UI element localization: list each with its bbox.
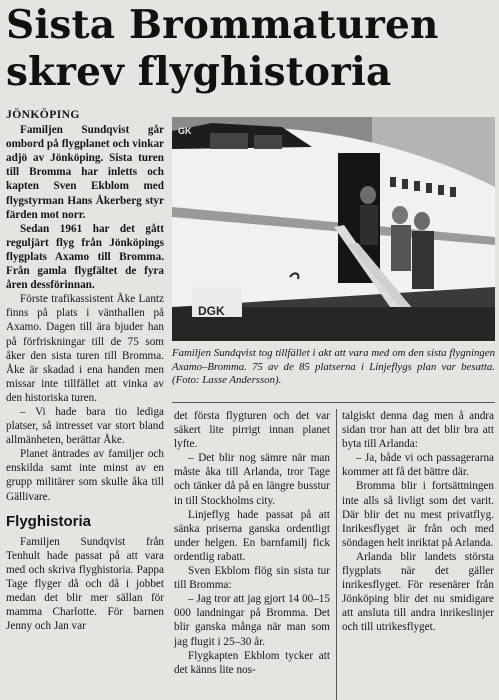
- body-paragraph: det första flygturen och det var säkert lite pirrigt innan planet lyfte.: [174, 410, 330, 451]
- column-rule: [336, 409, 337, 700]
- body-paragraph: Bromma blir i fortsättningen inte alls så livligt som det varit. Där blir det nu mest privatflyg. Inrikesflyget är från och med söndagen helt inriktat på Arlanda.: [342, 480, 494, 549]
- nose-code: GK: [178, 126, 192, 136]
- photo-caption: Familjen Sundqvist tog tillfället i akt att vara med om den sista flygningen Axamo–Bromma. 75 av de 85 platserna i Linjeflygs plan var besatta. (Foto: Lasse Andersson).: [172, 347, 495, 387]
- article-column-1: [6, 108, 164, 633]
- body-paragraph: – Det blir nog sämre när man måste åka till Arlanda, tror Tage och tänker då på en längre busstur in till Stockholms city.: [174, 452, 330, 507]
- article-column-3: [342, 409, 494, 635]
- airplane-illustration: [172, 117, 495, 341]
- lead-paragraph: Familjen Sundqvist går ombord på flygplanet och vinkar adjö av Jönköping. Sista turen till Bromma har inletts och kapten Sven Ekblom med flygstyrman Hans Åkerberg styr färden mot norr.: [6, 124, 164, 221]
- subheading: Flyghistoria: [6, 512, 92, 530]
- body-paragraph: talgiskt denna dag men å andra sidan tror han att det blir bra att byta till Arlanda:: [342, 410, 494, 451]
- caption-rule: [172, 402, 495, 403]
- article-column-2: [174, 409, 330, 677]
- tail-code: DGK: [198, 304, 225, 318]
- body-paragraph: – Ja, både vi och passagerarna kommer att få det bättre där.: [342, 452, 494, 479]
- dateline: JÖNKÖPING: [6, 108, 80, 121]
- airplane-photo: [172, 117, 495, 341]
- body-paragraph: – Jag tror att jag gjort 14 00–15 000 landningar på Bromma. Det blir ganska många när man som jag flugit i 25–30 år.: [174, 593, 330, 648]
- body-paragraph: Förste trafikassistent Åke Lantz finns på plats i vänthallen på Axamo. Dagen till ära bjuder han på förfriskningar till de 75 som åker den sista turen till Bromma. Åke är skadad i ena handen men missar inte tillfället att vinka av den historiska turen.: [6, 293, 164, 404]
- body-paragraph: Planet äntrades av familjer och enskilda samt inte minst av en grupp militärer som skulle åka till Gällivare.: [6, 448, 164, 503]
- body-paragraph: Familjen Sundqvist från Tenhult hade passat på att vara med och skriva flyghistoria. Pappa Tage flyger då och då i jobbet medan det blir mer sällan för mamma Charlotte. För barnen Jenny och Jan var: [6, 535, 164, 633]
- lead-paragraph-2: Sedan 1961 har det gått reguljärt flyg från Jönköpings flygplats Axamo till Bromma. Från gamla flygfältet de fyra åren dessförinnan.: [6, 222, 164, 292]
- body-paragraph: Linjeflyg hade passat på att sänka priserna ganska ordentligt under helgen. En barnfamilj fick ordentlig rabatt.: [174, 508, 330, 563]
- body-paragraph: – Vi hade bara tio lediga platser, så intresset var stort bland allmänheten, berättar Åke.: [6, 405, 164, 447]
- body-paragraph: Arlanda blir landets största flygplats när det gäller inrikesflyget. För resenärer från Jönköping blir det nu smidigare att ansluta till andra inrikeslinjer och till utrikesflyget.: [342, 550, 494, 634]
- body-paragraph: Flygkapten Ekblom tycker att det känns lite nos-: [174, 649, 330, 676]
- headline: Sista Brommaturen skrev flyghistoria: [6, 2, 439, 95]
- body-paragraph: Sven Ekblom flög sin sista tur till Bromma:: [174, 565, 330, 592]
